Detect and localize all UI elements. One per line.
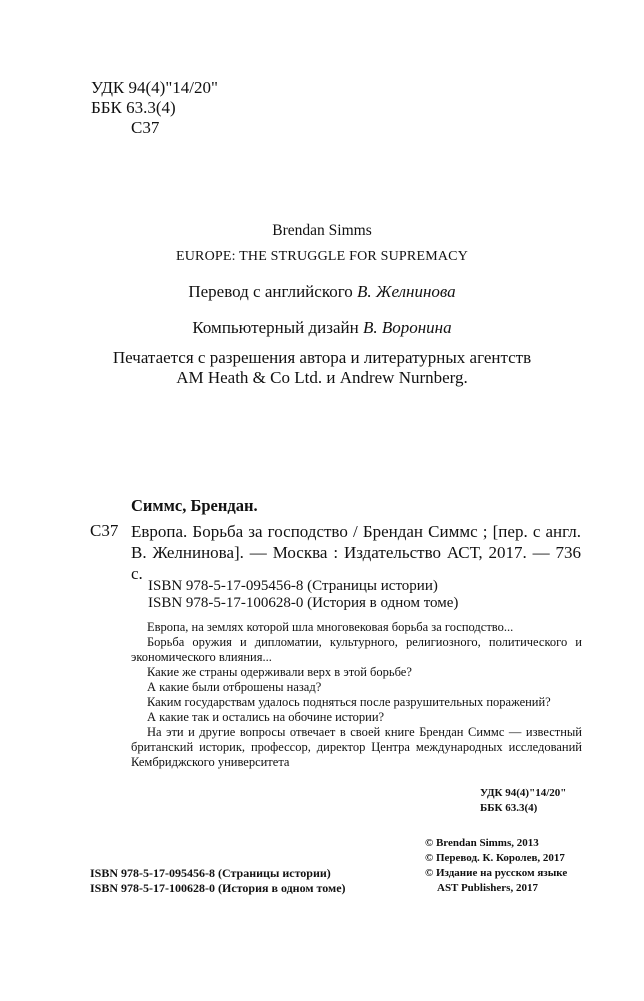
design-prefix: Компьютерный дизайн (192, 318, 363, 337)
annotation-paragraph: А какие были отброшены назад? (147, 680, 322, 694)
annotation-paragraph: А какие так и остались на обочине истории? (147, 710, 385, 724)
original-author: Brendan Simms (272, 222, 372, 239)
udk-code: УДК 94(4)"14/20" (91, 78, 218, 97)
annotation-paragraph: На эти и другие вопросы отвечает в своей книге Брендан Симмс — известный британский историк, профессор, директор Центра международных исследований Кембриджского университета (131, 725, 582, 769)
translator-name: В. Желнинова (357, 282, 456, 301)
footer-isbn-line: ISBN 978-5-17-100628-0 (История в одном томе) (90, 881, 346, 895)
annotation (131, 620, 582, 770)
isbn-list (148, 578, 458, 612)
annotation-paragraph: Борьба оружия и дипломатии, культурного, религиозного, политического и экономического влияния... (131, 635, 582, 664)
footer-codes (480, 786, 566, 816)
author-code: С37 (131, 118, 160, 137)
original-title: EUROPE: THE STRUGGLE FOR SUPREMACY (175, 249, 469, 264)
copyright-line: © Издание на русском языке (425, 867, 568, 879)
translation-credit (0, 282, 644, 302)
copyright-block (425, 836, 567, 896)
copyright-line: © Brendan Simms, 2013 (425, 837, 539, 849)
annotation-paragraph: Европа, на землях которой шла многовековая борьба за господство... (147, 620, 514, 634)
isbn-line: ISBN 978-5-17-095456-8 (Страницы истории) (148, 578, 438, 594)
permission-notice (0, 348, 644, 388)
permission-line: Печатается с разрешения автора и литературных агентств (112, 348, 532, 367)
permission-line: AM Heath & Co Ltd. и Andrew Nurnberg. (176, 368, 468, 387)
annotation-paragraph: Какие же страны одерживали верх в этой борьбе? (147, 665, 412, 679)
design-credit (0, 318, 644, 338)
copyright-line: © Перевод. К. Королев, 2017 (425, 852, 565, 864)
designer-name: В. Воронина (362, 318, 452, 337)
footer-isbn-line: ISBN 978-5-17-095456-8 (Страницы истории) (90, 866, 331, 880)
bbk-code: ББК 63.3(4) (91, 98, 176, 117)
footer-udk: УДК 94(4)"14/20" (480, 787, 567, 799)
copyright-line: AST Publishers, 2017 (437, 882, 538, 894)
translation-prefix: Перевод с английского (188, 282, 358, 301)
footer-isbn (90, 866, 346, 896)
classification-codes (91, 78, 218, 138)
bibliographic-description: Европа. Борьба за господство / Брендан Симмс ; [пер. с англ. В. Желнинова]. — Москва : Издательство АСТ, 2017. — 736 с. (131, 522, 581, 583)
annotation-paragraph: Каким государствам удалось подняться после разрушительных поражений? (147, 695, 551, 709)
footer-bbk: ББК 63.3(4) (480, 802, 538, 814)
bibliographic-author: Симмс, Брендан. (131, 496, 258, 515)
bibliographic-code: С37 (90, 521, 119, 540)
isbn-line: ISBN 978-5-17-100628-0 (История в одном томе) (148, 595, 459, 611)
